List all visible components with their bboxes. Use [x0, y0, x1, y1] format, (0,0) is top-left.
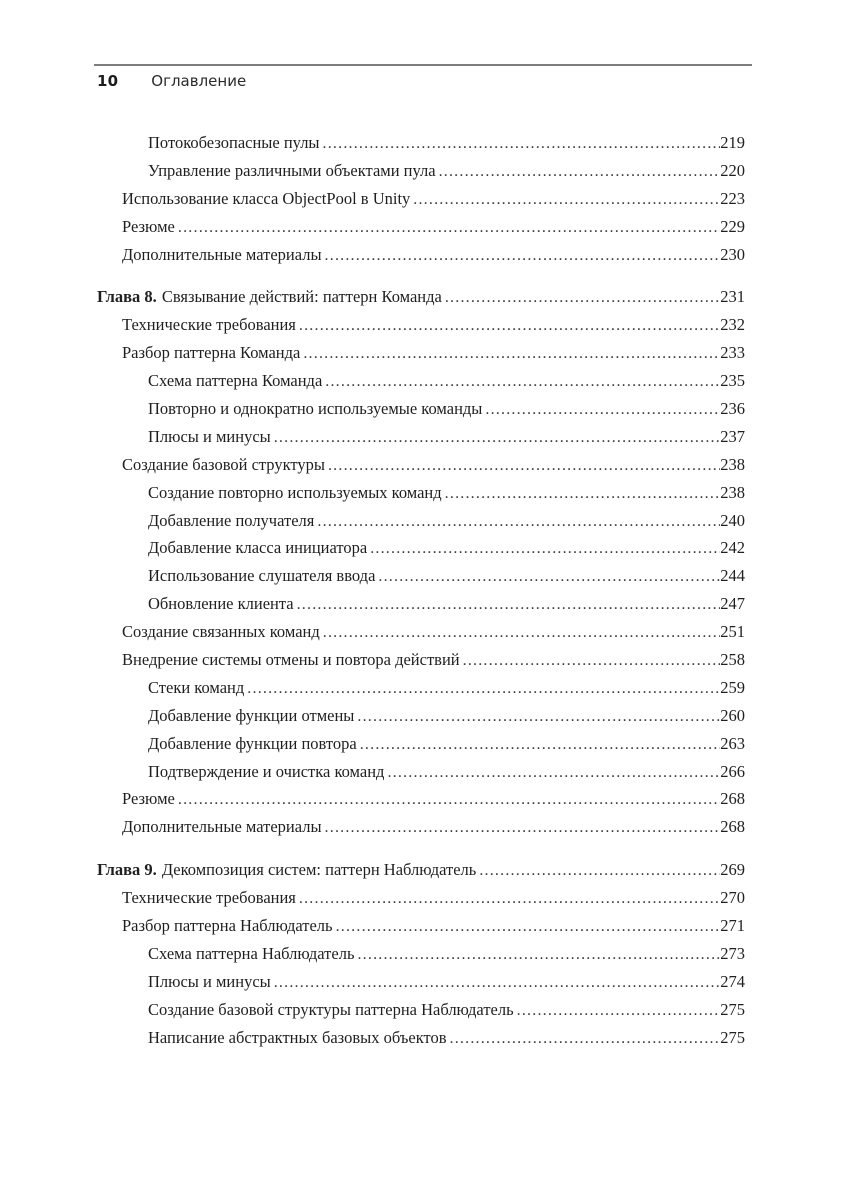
toc-entry-page: 273 — [720, 943, 745, 963]
toc-entry-page: 236 — [720, 399, 745, 419]
dot-leader — [445, 283, 720, 312]
dot-leader — [325, 367, 720, 396]
toc-entry-title: Написание абстрактных базовых объектов — [148, 1027, 447, 1047]
toc-entry-page: 268 — [720, 789, 745, 809]
dot-leader — [439, 157, 721, 186]
toc-entry-row — [97, 507, 745, 535]
toc-entry-title: Создание базовой структуры паттерна Наблюдатель — [148, 999, 514, 1019]
toc-entry-page: 258 — [720, 650, 745, 670]
toc-entry-row — [97, 730, 745, 758]
toc-entry-page: 275 — [720, 999, 745, 1019]
toc-entry-page: 269 — [720, 860, 745, 880]
toc-entry-title: Использование слушателя ввода — [148, 566, 376, 586]
table-of-contents — [97, 129, 745, 1052]
toc-entry-page: 268 — [720, 817, 745, 837]
toc-entry-row — [97, 590, 745, 618]
running-head — [97, 72, 752, 91]
toc-entry-row — [97, 702, 745, 730]
dot-leader — [450, 1024, 721, 1053]
toc-entry-title: Декомпозиция систем: паттерн Наблюдатель — [161, 860, 477, 880]
toc-entry-row — [97, 241, 745, 269]
toc-entry-row — [97, 129, 745, 157]
toc-entry-title: Разбор паттерна Команда — [122, 343, 301, 363]
toc-entry-title: Добавление функции повтора — [148, 733, 357, 753]
toc-entry-page: 238 — [720, 482, 745, 502]
dot-leader — [299, 311, 720, 340]
toc-entry-title: Резюме — [122, 789, 175, 809]
toc-entry-page: 259 — [720, 677, 745, 697]
dot-leader — [370, 534, 720, 563]
toc-entry-row — [97, 339, 745, 367]
toc-entry-row — [97, 1024, 745, 1052]
dot-leader — [178, 785, 720, 814]
toc-entry-title: Обновление клиента — [148, 594, 294, 614]
page-number: 10 — [97, 72, 119, 90]
toc-entry-title: Подтверждение и очистка команд — [148, 761, 385, 781]
toc-entry-page: 251 — [720, 622, 745, 642]
dot-leader — [325, 813, 721, 842]
toc-entry-title: Плюсы и минусы — [148, 426, 271, 446]
toc-entry-row — [97, 996, 745, 1024]
toc-entry-title: Схема паттерна Команда — [148, 371, 323, 391]
toc-entry-row — [97, 968, 745, 996]
dot-leader — [463, 646, 721, 675]
toc-entry-page: 242 — [720, 538, 745, 558]
toc-entry-title: Разбор паттерна Наблюдатель — [122, 916, 333, 936]
toc-entry-title: Управление различными объектами пула — [148, 160, 436, 180]
toc-entry-row — [97, 785, 745, 813]
toc-entry-title: Добавление класса инициатора — [148, 538, 368, 558]
toc-entry-page: 238 — [720, 454, 745, 474]
toc-entry-page: 270 — [720, 888, 745, 908]
toc-entry-title: Создание повторно используемых команд — [148, 482, 442, 502]
dot-leader — [336, 912, 721, 941]
toc-entry-row — [97, 213, 745, 241]
toc-entry-row — [97, 423, 745, 451]
toc-entry-page: 233 — [720, 343, 745, 363]
toc-entry-title: Использование класса ObjectPool в Unity — [122, 188, 411, 208]
dot-leader — [357, 702, 720, 731]
toc-entry-page: 229 — [720, 216, 745, 236]
toc-entry-row — [97, 884, 745, 912]
toc-entry-row — [97, 395, 745, 423]
toc-entry-row — [97, 534, 745, 562]
toc-chapter-row — [97, 856, 745, 884]
toc-entry-row — [97, 311, 745, 339]
toc-entry-row — [97, 758, 745, 786]
dot-leader — [274, 423, 721, 452]
toc-entry-page: 235 — [720, 371, 745, 391]
toc-entry-page: 274 — [720, 971, 745, 991]
dot-leader — [378, 562, 720, 591]
dot-leader — [303, 339, 720, 368]
toc-entry-page: 220 — [720, 160, 745, 180]
toc-chapter-row — [97, 283, 745, 311]
dot-leader — [517, 996, 721, 1025]
toc-entry-title: Технические требования — [122, 888, 296, 908]
toc-entry-title: Потокобезопасные пулы — [148, 133, 320, 152]
toc-entry-title: Добавление получателя — [148, 510, 315, 530]
toc-entry-title: Связывание действий: паттерн Команда — [161, 287, 442, 307]
toc-entry-title: Создание связанных команд — [122, 622, 320, 642]
toc-entry-title: Технические требования — [122, 315, 296, 335]
toc-entry-page: 232 — [720, 315, 745, 335]
toc-entry-page: 237 — [720, 426, 745, 446]
dot-leader — [299, 884, 720, 913]
toc-entry-title: Плюсы и минусы — [148, 971, 271, 991]
toc-entry-page: 263 — [720, 733, 745, 753]
dot-leader — [479, 856, 720, 885]
toc-entry-title: Добавление функции отмены — [148, 705, 355, 725]
toc-entry-page: 219 — [720, 133, 745, 152]
toc-entry-page: 260 — [720, 705, 745, 725]
toc-entry-title: Повторно и однократно используемые команды — [148, 399, 483, 419]
toc-entry-row — [97, 618, 745, 646]
toc-entry-row — [97, 813, 745, 841]
toc-entry-title: Внедрение системы отмены и повтора действий — [122, 650, 460, 670]
toc-entry-title: Схема паттерна Наблюдатель — [148, 943, 355, 963]
toc-chapter-prefix: Глава 8. — [97, 287, 157, 307]
toc-entry-page: 223 — [720, 188, 745, 208]
toc-entry-page: 247 — [720, 594, 745, 614]
toc-entry-row — [97, 562, 745, 590]
toc-entry-title: Стеки команд — [148, 677, 245, 697]
toc-entry-row — [97, 157, 745, 185]
toc-entry-page: 240 — [720, 510, 745, 530]
toc-entry-page: 230 — [720, 244, 745, 264]
toc-entry-row — [97, 367, 745, 395]
dot-leader — [357, 940, 720, 969]
toc-entry-row — [97, 674, 745, 702]
dot-leader — [247, 674, 720, 703]
toc-entry-page: 271 — [720, 916, 745, 936]
dot-leader — [328, 451, 720, 480]
dot-leader — [274, 968, 721, 997]
toc-entry-row — [97, 479, 745, 507]
dot-leader — [360, 730, 721, 759]
toc-entry-page: 244 — [720, 566, 745, 586]
toc-entry-row — [97, 912, 745, 940]
toc-entry-title: Дополнительные материалы — [122, 244, 322, 264]
dot-leader — [413, 185, 720, 214]
dot-leader — [178, 213, 720, 242]
running-head-title: Оглавление — [151, 72, 247, 90]
dot-leader — [387, 758, 720, 787]
toc-entry-row — [97, 451, 745, 479]
dot-leader — [485, 395, 720, 424]
toc-entry-page: 275 — [720, 1027, 745, 1047]
dot-leader — [323, 618, 721, 647]
toc-entry-row — [97, 646, 745, 674]
toc-entry-page: 266 — [720, 761, 745, 781]
header-rule — [94, 64, 752, 66]
dot-leader — [317, 507, 720, 536]
dot-leader — [297, 590, 721, 619]
toc-chapter-prefix: Глава 9. — [97, 860, 157, 880]
toc-entry-title: Создание базовой структуры — [122, 454, 325, 474]
toc-entry-page: 231 — [720, 287, 745, 307]
toc-entry-row — [97, 185, 745, 213]
dot-leader — [323, 129, 721, 158]
toc-entry-row — [97, 940, 745, 968]
toc-entry-title: Резюме — [122, 216, 175, 236]
dot-leader — [325, 241, 721, 270]
toc-entry-title: Дополнительные материалы — [122, 817, 322, 837]
dot-leader — [445, 479, 721, 508]
